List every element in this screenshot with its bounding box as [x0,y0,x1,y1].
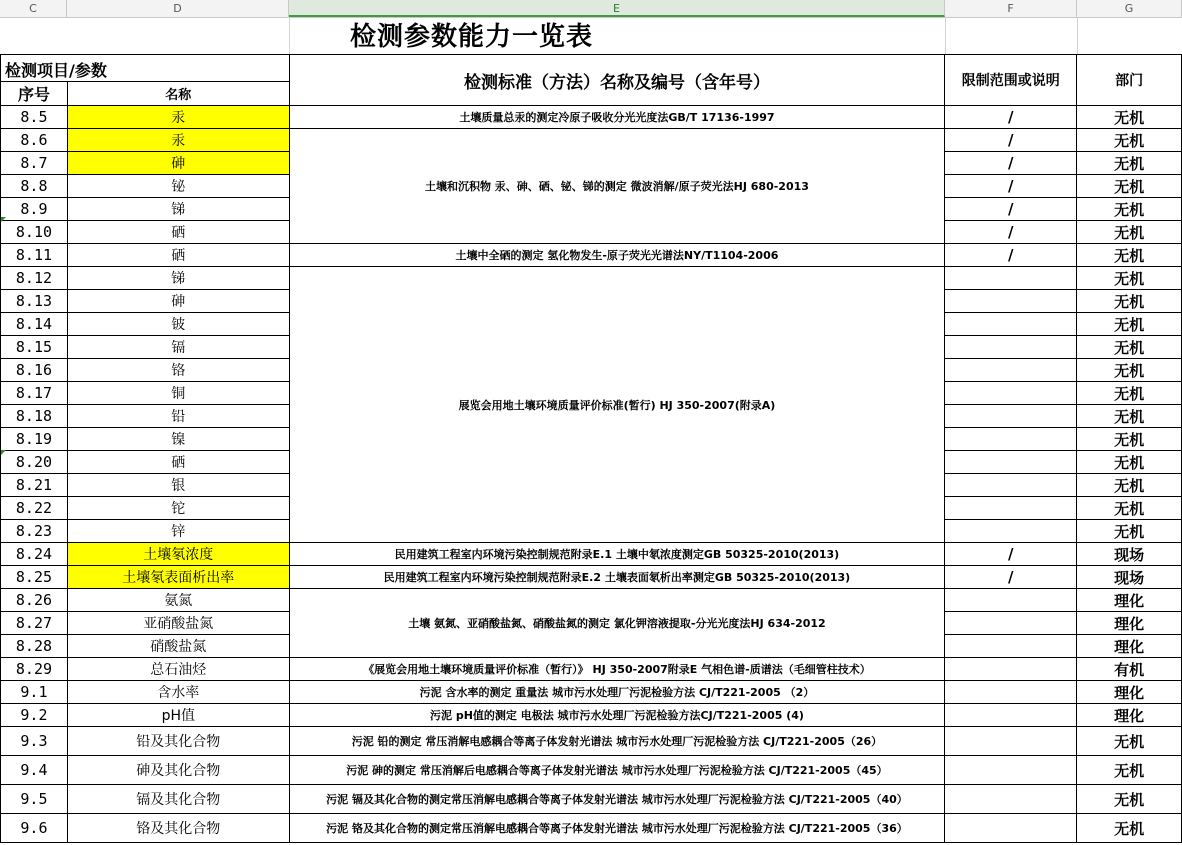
cell-limit[interactable]: / [945,543,1077,566]
cell-seq[interactable]: 8.18 [1,405,68,428]
cell-seq[interactable]: 8.19 [1,428,68,451]
cell-limit[interactable] [945,756,1077,785]
cell-seq[interactable]: 8.13 [1,290,68,313]
cell-seq[interactable]: 8.29 [1,658,68,681]
column-header-g[interactable]: G [1077,0,1182,17]
cell-name[interactable]: 砷及其化合物 [67,756,289,785]
cell-department[interactable]: 现场 [1077,543,1182,566]
cell-department[interactable]: 无机 [1077,313,1182,336]
cell-department[interactable]: 无机 [1077,428,1182,451]
cell-name[interactable]: 硒 [67,244,289,267]
cell-seq[interactable]: 9.1 [1,681,68,704]
cell-name[interactable]: 锑 [67,198,289,221]
cell-standard[interactable]: 污泥 pH值的测定 电极法 城市污水处理厂污泥检验方法CJ/T221-2005 (4) [289,704,945,727]
header-limit[interactable]: 限制范围或说明 [945,55,1077,106]
cell-name[interactable]: 铜 [67,382,289,405]
cell-name[interactable]: 含水率 [67,681,289,704]
column-header-e[interactable]: E [289,0,945,17]
cell-department[interactable]: 理化 [1077,635,1182,658]
cell-standard[interactable]: 污泥 砷的测定 常压消解后电感耦合等离子体发射光谱法 城市污水处理厂污泥检验方法 CJ/T221-2005（45） [289,756,945,785]
cell-department[interactable]: 现场 [1077,566,1182,589]
cell-name[interactable]: 铍 [67,313,289,336]
header-department[interactable]: 部门 [1077,55,1182,106]
cell-seq[interactable]: 8.22 [1,497,68,520]
column-header-d[interactable]: D [67,0,289,17]
cell-department[interactable]: 无机 [1077,152,1182,175]
cell-seq[interactable]: 8.20 [1,451,68,474]
cell-department[interactable]: 无机 [1077,474,1182,497]
cell-department[interactable]: 无机 [1077,451,1182,474]
cell-department[interactable]: 无机 [1077,359,1182,382]
cell-standard[interactable]: 土壤 氨氮、亚硝酸盐氮、硝酸盐氮的测定 氯化钾溶液提取-分光光度法HJ 634-2012 [289,589,945,658]
header-name[interactable]: 名称 [67,82,289,106]
cell-seq[interactable]: 8.7 [1,152,68,175]
capability-table [0,54,1182,843]
cell-seq[interactable]: 8.10 [1,221,68,244]
cell-seq[interactable]: 8.27 [1,612,68,635]
cell-standard[interactable]: 污泥 含水率的测定 重量法 城市污水处理厂污泥检验方法 CJ/T221-2005 （2） [289,681,945,704]
cell-seq[interactable]: 8.24 [1,543,68,566]
cell-limit[interactable] [945,290,1077,313]
cell-name[interactable]: 镉及其化合物 [67,785,289,814]
cell-seq[interactable]: 8.11 [1,244,68,267]
cell-seq[interactable]: 8.15 [1,336,68,359]
cell-department[interactable]: 无机 [1077,336,1182,359]
cell-department[interactable]: 无机 [1077,727,1182,756]
cell-name[interactable]: pH值 [67,704,289,727]
cell-department[interactable]: 理化 [1077,681,1182,704]
cell-department[interactable]: 无机 [1077,244,1182,267]
cell-name[interactable]: 硒 [67,221,289,244]
cell-name[interactable]: 铅 [67,405,289,428]
cell-department[interactable]: 有机 [1077,658,1182,681]
cell-department[interactable]: 无机 [1077,221,1182,244]
cell-name[interactable]: 亚硝酸盐氮 [67,612,289,635]
cell-marker-icon [1,450,6,455]
cell-department[interactable]: 理化 [1077,589,1182,612]
cell-standard[interactable]: 污泥 铬及其化合物的测定常压消解电感耦合等离子体发射光谱法 城市污水处理厂污泥检验方法 CJ/T221-2005（36） [289,814,945,843]
cell-seq[interactable]: 8.12 [1,267,68,290]
cell-seq[interactable]: 9.5 [1,785,68,814]
cell-seq[interactable]: 8.28 [1,635,68,658]
cell-limit[interactable] [945,405,1077,428]
cell-limit[interactable] [945,428,1077,451]
cell-name[interactable]: 氨氮 [67,589,289,612]
cell-limit[interactable] [945,704,1077,727]
cell-limit[interactable] [945,681,1077,704]
cell-name[interactable]: 镉 [67,336,289,359]
cell-name[interactable]: 铅及其化合物 [67,727,289,756]
cell-seq[interactable]: 8.8 [1,175,68,198]
cell-standard[interactable]: 展览会用地土壤环境质量评价标准(暂行) HJ 350-2007(附录A) [289,267,945,543]
cell-department[interactable]: 无机 [1077,785,1182,814]
cell-department[interactable]: 无机 [1077,405,1182,428]
cell-name[interactable]: 锌 [67,520,289,543]
cell-limit[interactable] [945,451,1077,474]
cell-limit[interactable] [945,497,1077,520]
cell-seq[interactable]: 9.4 [1,756,68,785]
gridline [945,17,946,54]
cell-seq[interactable]: 8.5 [1,106,68,129]
cell-department[interactable]: 无机 [1077,175,1182,198]
cell-standard[interactable]: 民用建筑工程室内环境污染控制规范附录E.1 土壤中氡浓度测定GB 50325-2010(2013) [289,543,945,566]
cell-limit[interactable]: / [945,566,1077,589]
cell-limit[interactable] [945,474,1077,497]
sheet-title[interactable]: 检测参数能力一览表 [350,22,594,52]
cell-limit[interactable] [945,589,1077,612]
cell-seq[interactable]: 8.6 [1,129,68,152]
cell-seq[interactable]: 8.16 [1,359,68,382]
cell-department[interactable]: 无机 [1077,290,1182,313]
cell-limit[interactable]: / [945,152,1077,175]
cell-standard[interactable]: 土壤中全硒的测定 氢化物发生-原子荧光光谱法NY/T1104-2006 [289,244,945,267]
cell-name[interactable]: 锑 [67,267,289,290]
cell-name[interactable]: 土壤氡浓度 [67,543,289,566]
cell-marker-icon [1,217,6,222]
cell-name[interactable]: 砷 [67,290,289,313]
cell-limit[interactable] [945,336,1077,359]
cell-department[interactable]: 理化 [1077,704,1182,727]
cell-name[interactable]: 砷 [67,152,289,175]
cell-name[interactable]: 铊 [67,497,289,520]
cell-limit[interactable] [945,658,1077,681]
cell-seq[interactable]: 8.25 [1,566,68,589]
cell-limit[interactable]: / [945,175,1077,198]
cell-name[interactable]: 总石油烃 [67,658,289,681]
cell-name[interactable]: 硒 [67,451,289,474]
cell-name[interactable]: 铬及其化合物 [67,814,289,843]
cell-name[interactable]: 土壤氡表面析出率 [67,566,289,589]
header-standard[interactable]: 检测标准（方法）名称及编号（含年号） [289,55,945,106]
cell-limit[interactable] [945,520,1077,543]
cell-name[interactable]: 铋 [67,175,289,198]
cell-seq[interactable]: 9.6 [1,814,68,843]
cell-seq[interactable]: 8.17 [1,382,68,405]
cell-limit[interactable] [945,313,1077,336]
cell-department[interactable]: 无机 [1077,814,1182,843]
column-header-f[interactable]: F [945,0,1077,17]
cell-seq[interactable]: 8.9 [1,198,68,221]
column-header-c[interactable]: C [0,0,67,17]
cell-department[interactable]: 无机 [1077,198,1182,221]
cell-name[interactable]: 硝酸盐氮 [67,635,289,658]
cell-limit[interactable] [945,785,1077,814]
cell-standard[interactable]: 土壤和沉积物 汞、砷、硒、铋、锑的测定 微波消解/原子荧光法HJ 680-2013 [289,129,945,244]
cell-standard[interactable]: 土壤质量总汞的测定冷原子吸收分光光度法GB/T 17136-1997 [289,106,945,129]
cell-department[interactable]: 无机 [1077,756,1182,785]
cell-limit[interactable] [945,727,1077,756]
cell-limit[interactable]: / [945,198,1077,221]
cell-department[interactable]: 无机 [1077,267,1182,290]
cell-department[interactable]: 理化 [1077,612,1182,635]
cell-department[interactable]: 无机 [1077,382,1182,405]
cell-department[interactable]: 无机 [1077,497,1182,520]
cell-department[interactable]: 无机 [1077,129,1182,152]
cell-name[interactable]: 镍 [67,428,289,451]
cell-limit[interactable] [945,612,1077,635]
gridline [1077,17,1078,54]
cell-limit[interactable] [945,359,1077,382]
cell-seq[interactable]: 9.2 [1,704,68,727]
cell-standard[interactable]: 污泥 镉及其化合物的测定常压消解电感耦合等离子体发射光谱法 城市污水处理厂污泥检验方法 CJ/T221-2005（40） [289,785,945,814]
cell-department[interactable]: 无机 [1077,106,1182,129]
cell-seq[interactable]: 8.14 [1,313,68,336]
cell-standard[interactable]: 污泥 铅的测定 常压消解电感耦合等离子体发射光谱法 城市污水处理厂污泥检验方法 CJ/T221-2005（26） [289,727,945,756]
cell-limit[interactable] [945,814,1077,843]
cell-limit[interactable] [945,267,1077,290]
cell-standard[interactable]: 民用建筑工程室内环境污染控制规范附录E.2 土壤表面氡析出率测定GB 50325-2010(2013) [289,566,945,589]
cell-limit[interactable]: / [945,106,1077,129]
cell-name[interactable]: 银 [67,474,289,497]
cell-name[interactable]: 汞 [67,129,289,152]
cell-limit[interactable]: / [945,244,1077,267]
header-project[interactable]: 检测项目/参数 [1,55,290,82]
cell-seq[interactable]: 8.26 [1,589,68,612]
cell-limit[interactable] [945,635,1077,658]
cell-limit[interactable] [945,382,1077,405]
cell-standard[interactable]: 《展览会用地土壤环境质量评价标准（暂行）》 HJ 350-2007附录E 气相色谱-质谱法（毛细管柱技术） [289,658,945,681]
header-seq[interactable]: 序号 [1,82,68,106]
cell-seq[interactable]: 9.3 [1,727,68,756]
cell-name[interactable]: 铬 [67,359,289,382]
cell-limit[interactable]: / [945,221,1077,244]
cell-department[interactable]: 无机 [1077,520,1182,543]
cell-seq[interactable]: 8.21 [1,474,68,497]
cell-limit[interactable]: / [945,129,1077,152]
cell-seq[interactable]: 8.23 [1,520,68,543]
cell-name[interactable]: 汞 [67,106,289,129]
